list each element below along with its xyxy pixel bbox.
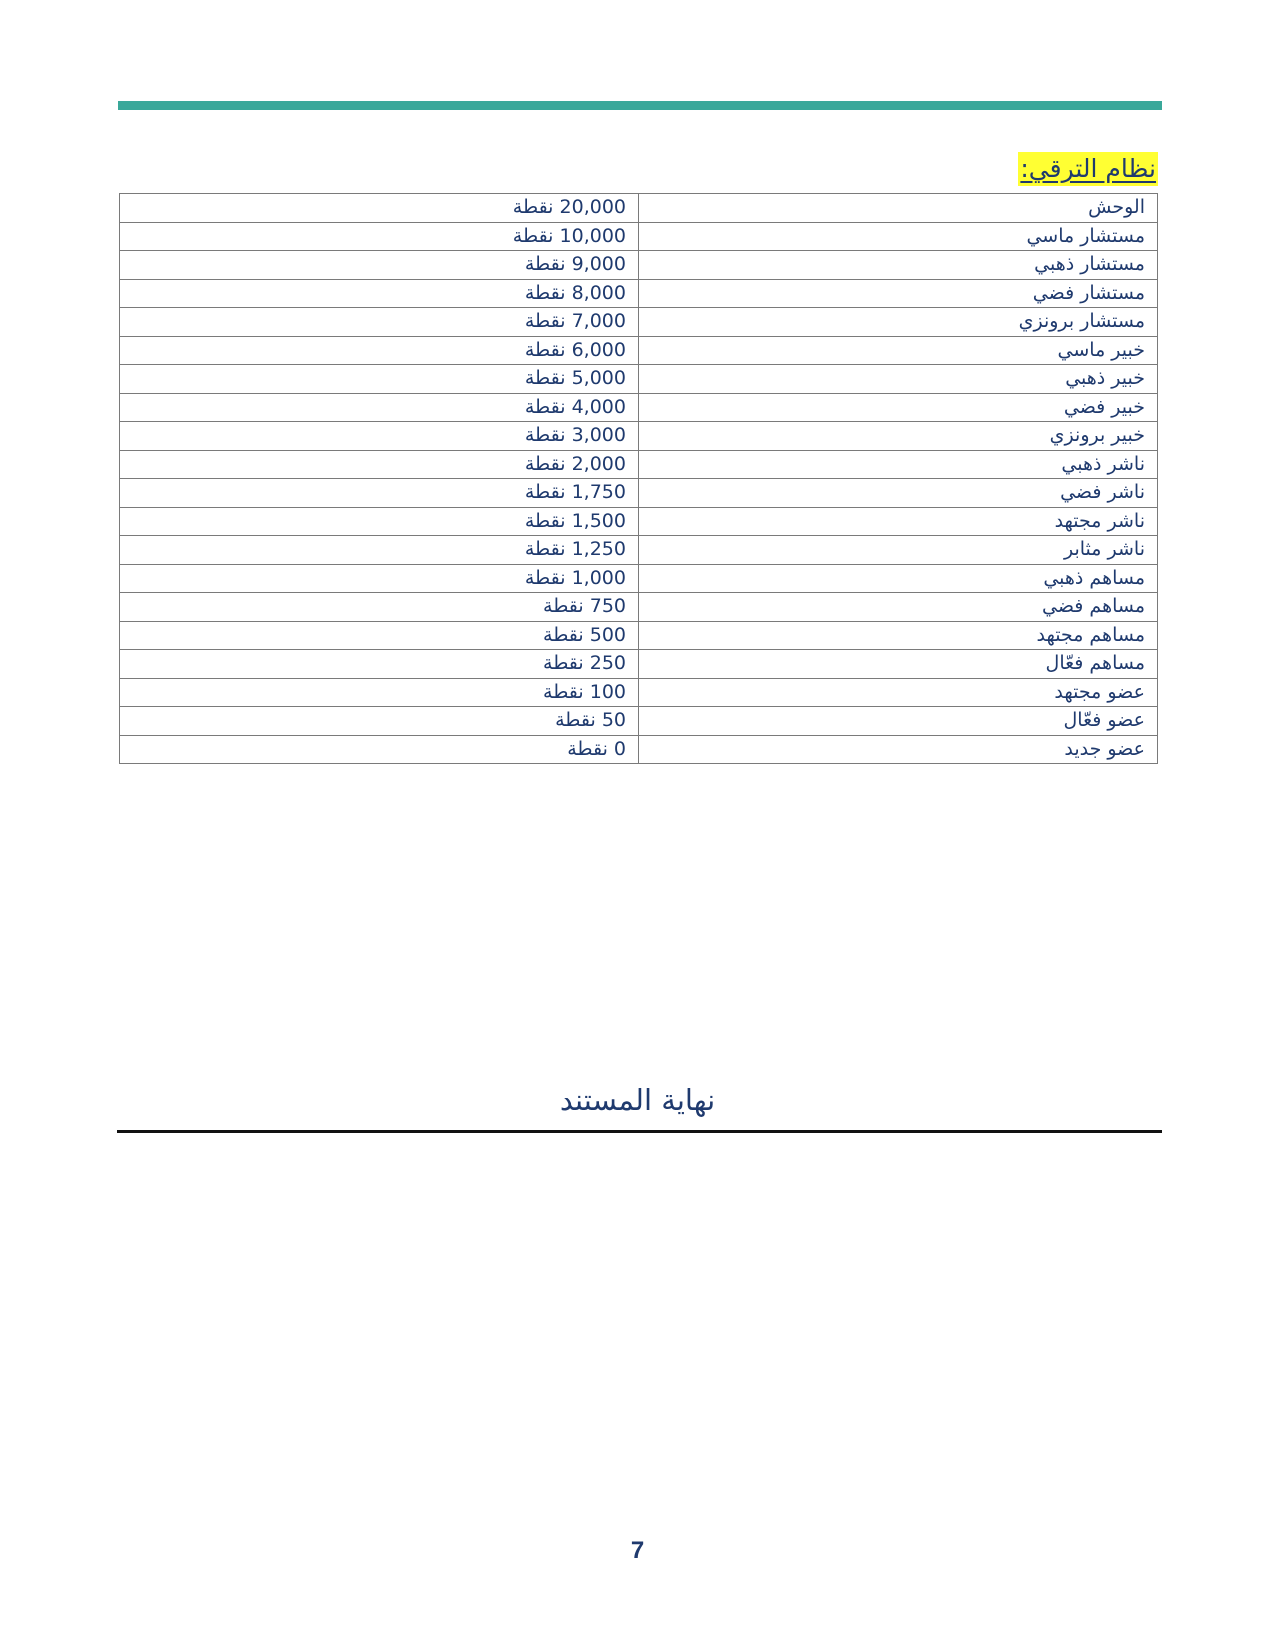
rank-name-cell: خبير فضي: [639, 393, 1158, 422]
rank-name-cell: مستشار ماسي: [639, 222, 1158, 251]
top-accent-rule: [118, 101, 1162, 110]
table-row: [120, 536, 1158, 565]
table-row: [120, 564, 1158, 593]
rank-table: [119, 193, 1158, 764]
table-row: [120, 251, 1158, 280]
rank-points-cell: 1,750 نقطة: [120, 479, 639, 508]
rank-name-cell: مساهم مجتهد: [639, 621, 1158, 650]
rank-points-cell: 250 نقطة: [120, 650, 639, 679]
table-row: [120, 222, 1158, 251]
table-row: [120, 450, 1158, 479]
rank-name-cell: ناشر فضي: [639, 479, 1158, 508]
table-row: [120, 422, 1158, 451]
rank-name-cell: عضو جديد: [639, 735, 1158, 764]
end-of-document-title: نهاية المستند: [559, 1083, 716, 1117]
rank-points-cell: 10,000 نقطة: [120, 222, 639, 251]
table-row: [120, 336, 1158, 365]
rank-name-cell: الوحش: [639, 194, 1158, 223]
table-row: [120, 621, 1158, 650]
section-title: نظام الترقي:: [1018, 152, 1158, 186]
rank-points-cell: 20,000 نقطة: [120, 194, 639, 223]
rank-name-cell: مساهم فضي: [639, 593, 1158, 622]
rank-points-cell: 1,250 نقطة: [120, 536, 639, 565]
rank-points-cell: 9,000 نقطة: [120, 251, 639, 280]
rank-table-body: [120, 194, 1158, 764]
rank-name-cell: مستشار ذهبي: [639, 251, 1158, 280]
rank-points-cell: 100 نقطة: [120, 678, 639, 707]
rank-name-cell: عضو فعّال: [639, 707, 1158, 736]
rank-name-cell: مساهم ذهبي: [639, 564, 1158, 593]
rank-points-cell: 0 نقطة: [120, 735, 639, 764]
rank-points-cell: 2,000 نقطة: [120, 450, 639, 479]
table-row: [120, 678, 1158, 707]
rank-points-cell: 50 نقطة: [120, 707, 639, 736]
table-row: [120, 194, 1158, 223]
table-row: [120, 593, 1158, 622]
rank-name-cell: مساهم فعّال: [639, 650, 1158, 679]
table-row: [120, 393, 1158, 422]
rank-name-cell: عضو مجتهد: [639, 678, 1158, 707]
table-row: [120, 479, 1158, 508]
rank-points-cell: 3,000 نقطة: [120, 422, 639, 451]
end-rule: [117, 1130, 1162, 1133]
section-title-wrap: [1018, 152, 1158, 186]
rank-points-cell: 4,000 نقطة: [120, 393, 639, 422]
rank-points-cell: 1,000 نقطة: [120, 564, 639, 593]
rank-points-cell: 750 نقطة: [120, 593, 639, 622]
rank-name-cell: خبير برونزي: [639, 422, 1158, 451]
table-row: [120, 735, 1158, 764]
table-row: [120, 279, 1158, 308]
table-row: [120, 707, 1158, 736]
rank-name-cell: خبير ماسي: [639, 336, 1158, 365]
rank-points-cell: 8,000 نقطة: [120, 279, 639, 308]
table-row: [120, 308, 1158, 337]
rank-points-cell: 5,000 نقطة: [120, 365, 639, 394]
rank-name-cell: خبير ذهبي: [639, 365, 1158, 394]
rank-name-cell: ناشر ذهبي: [639, 450, 1158, 479]
rank-name-cell: ناشر مجتهد: [639, 507, 1158, 536]
page-number: 7: [630, 1537, 645, 1564]
table-row: [120, 650, 1158, 679]
rank-points-cell: 7,000 نقطة: [120, 308, 639, 337]
rank-points-cell: 500 نقطة: [120, 621, 639, 650]
table-row: [120, 365, 1158, 394]
table-row: [120, 507, 1158, 536]
rank-points-cell: 6,000 نقطة: [120, 336, 639, 365]
rank-name-cell: مستشار فضي: [639, 279, 1158, 308]
rank-points-cell: 1,500 نقطة: [120, 507, 639, 536]
rank-name-cell: ناشر مثابر: [639, 536, 1158, 565]
rank-name-cell: مستشار برونزي: [639, 308, 1158, 337]
